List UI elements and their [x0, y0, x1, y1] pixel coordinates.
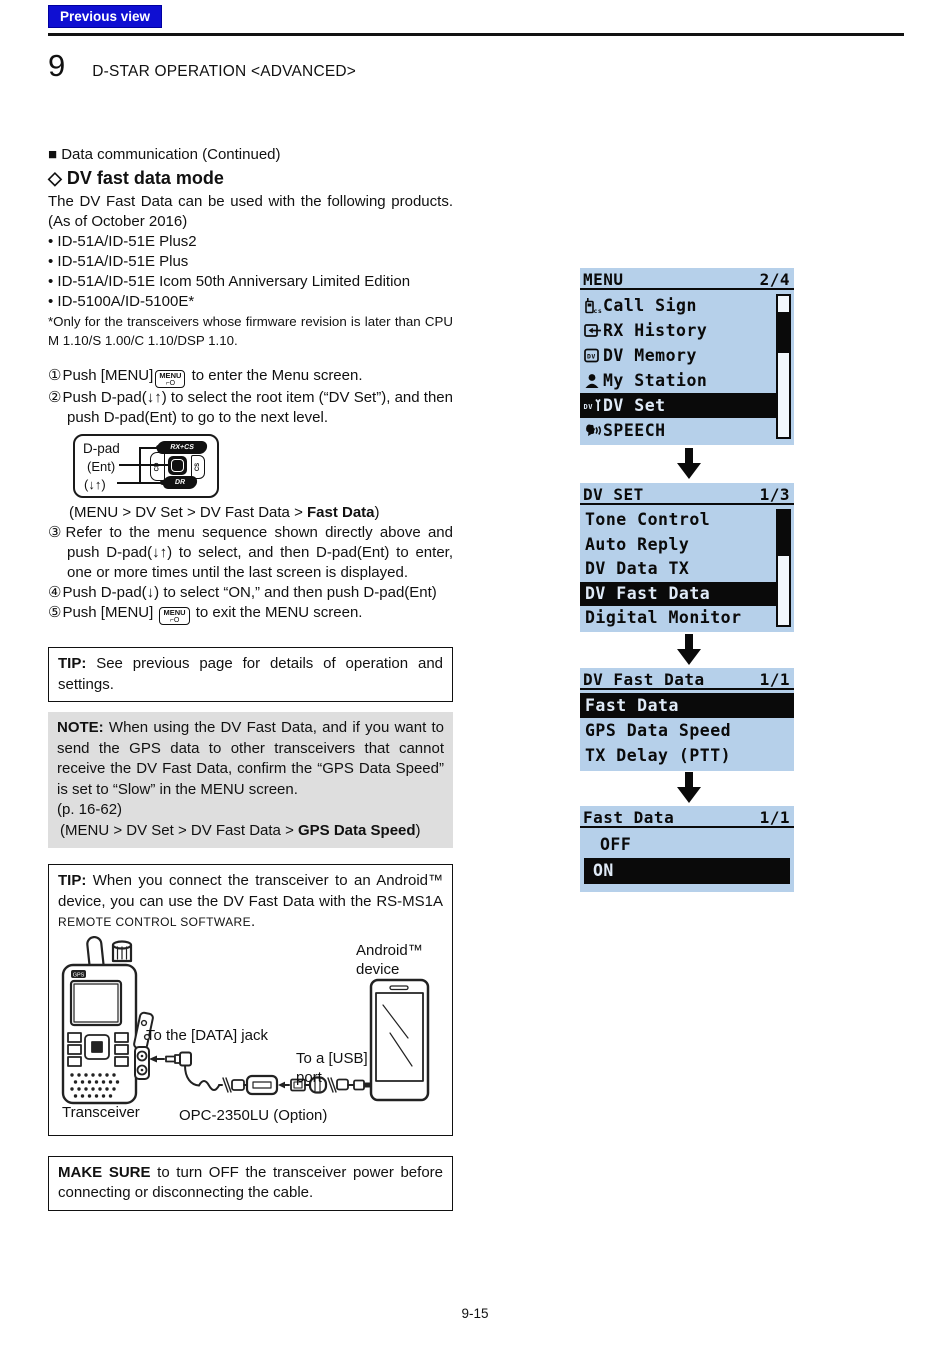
step-5 [48, 603, 453, 625]
instruction-steps [48, 366, 453, 625]
lcd-screen-fast-data [580, 806, 794, 892]
android-device-label: Android™ device [356, 941, 423, 978]
transceiver-label: Transceiver [62, 1103, 140, 1121]
section-heading: ◇ DV fast data mode [48, 168, 224, 188]
rxcs-key: RX+CS [156, 441, 208, 454]
step-text: Push [MENU] [62, 604, 158, 621]
connection-illustration [58, 935, 444, 1131]
menu-item: GPS Data Speed [585, 721, 732, 740]
menu-item: Tone Control [585, 510, 711, 529]
svg-text:DV: DV [587, 352, 596, 361]
menu-item [580, 293, 794, 318]
menu-item: DV Data TX [585, 559, 690, 579]
step-text: to exit the MENU screen. [191, 604, 363, 621]
product-item: • ID-51A/ID-51E Plus2 [48, 233, 197, 250]
lcd-title-bar [580, 483, 794, 505]
tip-box: TIP: See previous page for details of operation and settings. [48, 647, 453, 702]
step-number: ④ [48, 584, 62, 601]
menu-item [580, 318, 794, 343]
option-on-selected: ON [584, 858, 790, 884]
lcd-title: DV SET [583, 485, 644, 504]
menu-item [580, 368, 794, 393]
menu-item-selected [580, 393, 777, 418]
svg-text:cs: cs [593, 307, 602, 314]
step-number: ③ [48, 524, 65, 541]
lcd-page-indicator: 2/4 [759, 270, 790, 289]
leader-line [139, 447, 141, 483]
menu-item-selected: DV Fast Data [580, 582, 777, 607]
menu-item [580, 343, 794, 368]
continued-heading: ■ Data communication (Continued) [48, 146, 281, 163]
menu-item-label: My Station [603, 371, 708, 390]
callsign-icon [582, 297, 603, 314]
lcd-screen-dv-fast-data [580, 668, 794, 771]
menu-item-label: SPEECH [603, 421, 666, 440]
lcd-page-indicator: 1/1 [759, 670, 790, 689]
lcd-page-indicator: 1/3 [759, 485, 790, 504]
body-column [48, 142, 453, 1211]
firmware-footnote: *Only for the transceivers whose firmware revision is later than CPU M 1.10/S 1.00/C 1.10/DSP 1.10. [48, 314, 453, 348]
menu-item-selected: Fast Data [580, 693, 794, 718]
menu-path: (MENU > DV Set > DV Fast Data > Fast Data) [69, 504, 380, 521]
note-menu-path: (MENU > DV Set > DV Fast Data > GPS Data Speed) [60, 821, 421, 839]
chapter-heading [48, 48, 356, 84]
note-box: NOTE: When using the DV Fast Data, and if you want to send the GPS data to other transceivers that cannot receive the DV Fast Data, confirm the “GPS Data Speed” is set to “Slow” in the MENU screen. (p. 16-62) (MENU > DV Set > DV Fast Data > GPS Data Speed) [48, 712, 453, 848]
my-station-icon [582, 372, 603, 389]
scrollbar-thumb [778, 312, 789, 353]
gps-marking: GPS [72, 972, 85, 978]
lcd-scrollbar [776, 294, 791, 439]
step-text: Refer to the menu sequence shown directly above and push D-pad(↓↑) to select, and then D-pad(Ent) to enter, one or more times until the last screen is displayed. [65, 524, 453, 581]
step-number: ① [48, 367, 62, 384]
rx-history-icon [582, 322, 603, 339]
menu-item: Auto Reply [585, 534, 690, 554]
lcd-list [580, 828, 794, 884]
header-rule [48, 33, 904, 36]
lcd-screen-menu [580, 268, 794, 445]
tip-label: TIP: [58, 872, 87, 889]
tip-connection-box [48, 864, 453, 1136]
step-number: ⑤ [48, 604, 62, 621]
lcd-title-bar [580, 806, 794, 828]
lcd-page-indicator: 1/1 [759, 808, 790, 827]
menu-keycap-icon: MENU ⌐O [155, 370, 185, 388]
step-text: Push D-pad(↓) to select “ON,” and then push D-pad(Ent) [62, 584, 437, 601]
dpad-title: D-pad [83, 441, 120, 456]
flow-arrow-down-icon [676, 448, 702, 480]
flow-arrow-down-icon [676, 772, 702, 804]
dv-set-icon [582, 397, 603, 414]
lcd-list [580, 290, 794, 443]
step-text: Push [MENU] [62, 367, 154, 384]
dr-key: DR [162, 476, 198, 489]
dpad-updown-label: (↓↑) [84, 477, 106, 492]
cable-option-label: OPC-2350LU (Option) [179, 1106, 328, 1124]
usb-port-label: To a [USB] port [296, 1049, 368, 1086]
tip-label: TIP: [58, 655, 87, 672]
menu-item [580, 418, 794, 443]
lcd-title: Fast Data [583, 808, 675, 827]
power-key-glyph: ⌐O [169, 617, 180, 624]
note-label: NOTE: [57, 719, 104, 736]
dpad-ent-label: (Ent) [87, 459, 116, 474]
data-jack-label: To the [DATA] jack [146, 1026, 268, 1044]
step-2 [48, 388, 453, 428]
lcd-title-bar [580, 668, 794, 690]
step-3 [48, 523, 453, 583]
step-4 [48, 583, 453, 603]
step-number: ② [48, 389, 62, 406]
flow-arrow-down-icon [676, 634, 702, 666]
product-item: • ID-5100A/ID-5100E* [48, 293, 195, 310]
enter-key [168, 456, 187, 475]
step-text: to enter the Menu screen. [187, 367, 363, 384]
svg-text:DV: DV [583, 403, 593, 411]
chapter-number: 9 [48, 48, 66, 83]
step-text: Push D-pad(↓↑) to select the root item (“DV Set”), and then push D-pad(Ent) to go to the next level. [62, 389, 453, 426]
step-1 [48, 366, 453, 388]
scrollbar-thumb [778, 511, 789, 556]
product-item: • ID-51A/ID-51E Icom 50th Anniversary Limited Edition [48, 273, 411, 290]
left-key: CD [150, 452, 165, 481]
chapter-title: D-STAR OPERATION <ADVANCED> [92, 63, 357, 80]
dv-memory-icon [582, 347, 603, 364]
lcd-list [580, 505, 794, 631]
lcd-screen-dv-set [580, 483, 794, 632]
make-sure-box: MAKE SURE to turn OFF the transceiver power before connecting or disconnecting the cable. [48, 1156, 453, 1211]
option-off: OFF [600, 835, 632, 854]
menu-item-label: RX History [603, 321, 708, 340]
lcd-title-bar [580, 268, 794, 290]
make-sure-label: MAKE SURE [58, 1163, 151, 1181]
right-key: CS [191, 455, 205, 479]
page-number: 9-15 [461, 1306, 489, 1321]
menu-keycap-icon: MENU ⌐O [159, 607, 189, 625]
lcd-title: MENU [583, 270, 624, 289]
intro-paragraph: The DV Fast Data can be used with the following products. (As of October 2016) [48, 193, 453, 230]
menu-item-label: DV Memory [603, 346, 697, 365]
previous-view-button[interactable]: Previous view [48, 5, 162, 28]
menu-item-label: DV Set [603, 396, 666, 415]
lcd-list [580, 690, 794, 768]
speech-icon [582, 422, 603, 439]
lcd-title: DV Fast Data [583, 670, 705, 689]
menu-item: TX Delay (PTT) [585, 746, 732, 765]
power-key-glyph: ⌐O [165, 380, 176, 387]
menu-item-label: Call Sign [603, 296, 697, 315]
dpad-diagram [73, 434, 219, 498]
product-item: • ID-51A/ID-51E Plus [48, 253, 189, 270]
tip2-text: TIP: When you connect the transceiver to an Android™ device, you can use the DV Fast Data with the RS-MS1A REMOTE CONTROL SOFTWARE. [58, 872, 443, 930]
note-page-ref: (p. 16-62) [57, 801, 123, 818]
menu-item: Digital Monitor [585, 608, 742, 628]
lcd-scrollbar [776, 509, 791, 627]
